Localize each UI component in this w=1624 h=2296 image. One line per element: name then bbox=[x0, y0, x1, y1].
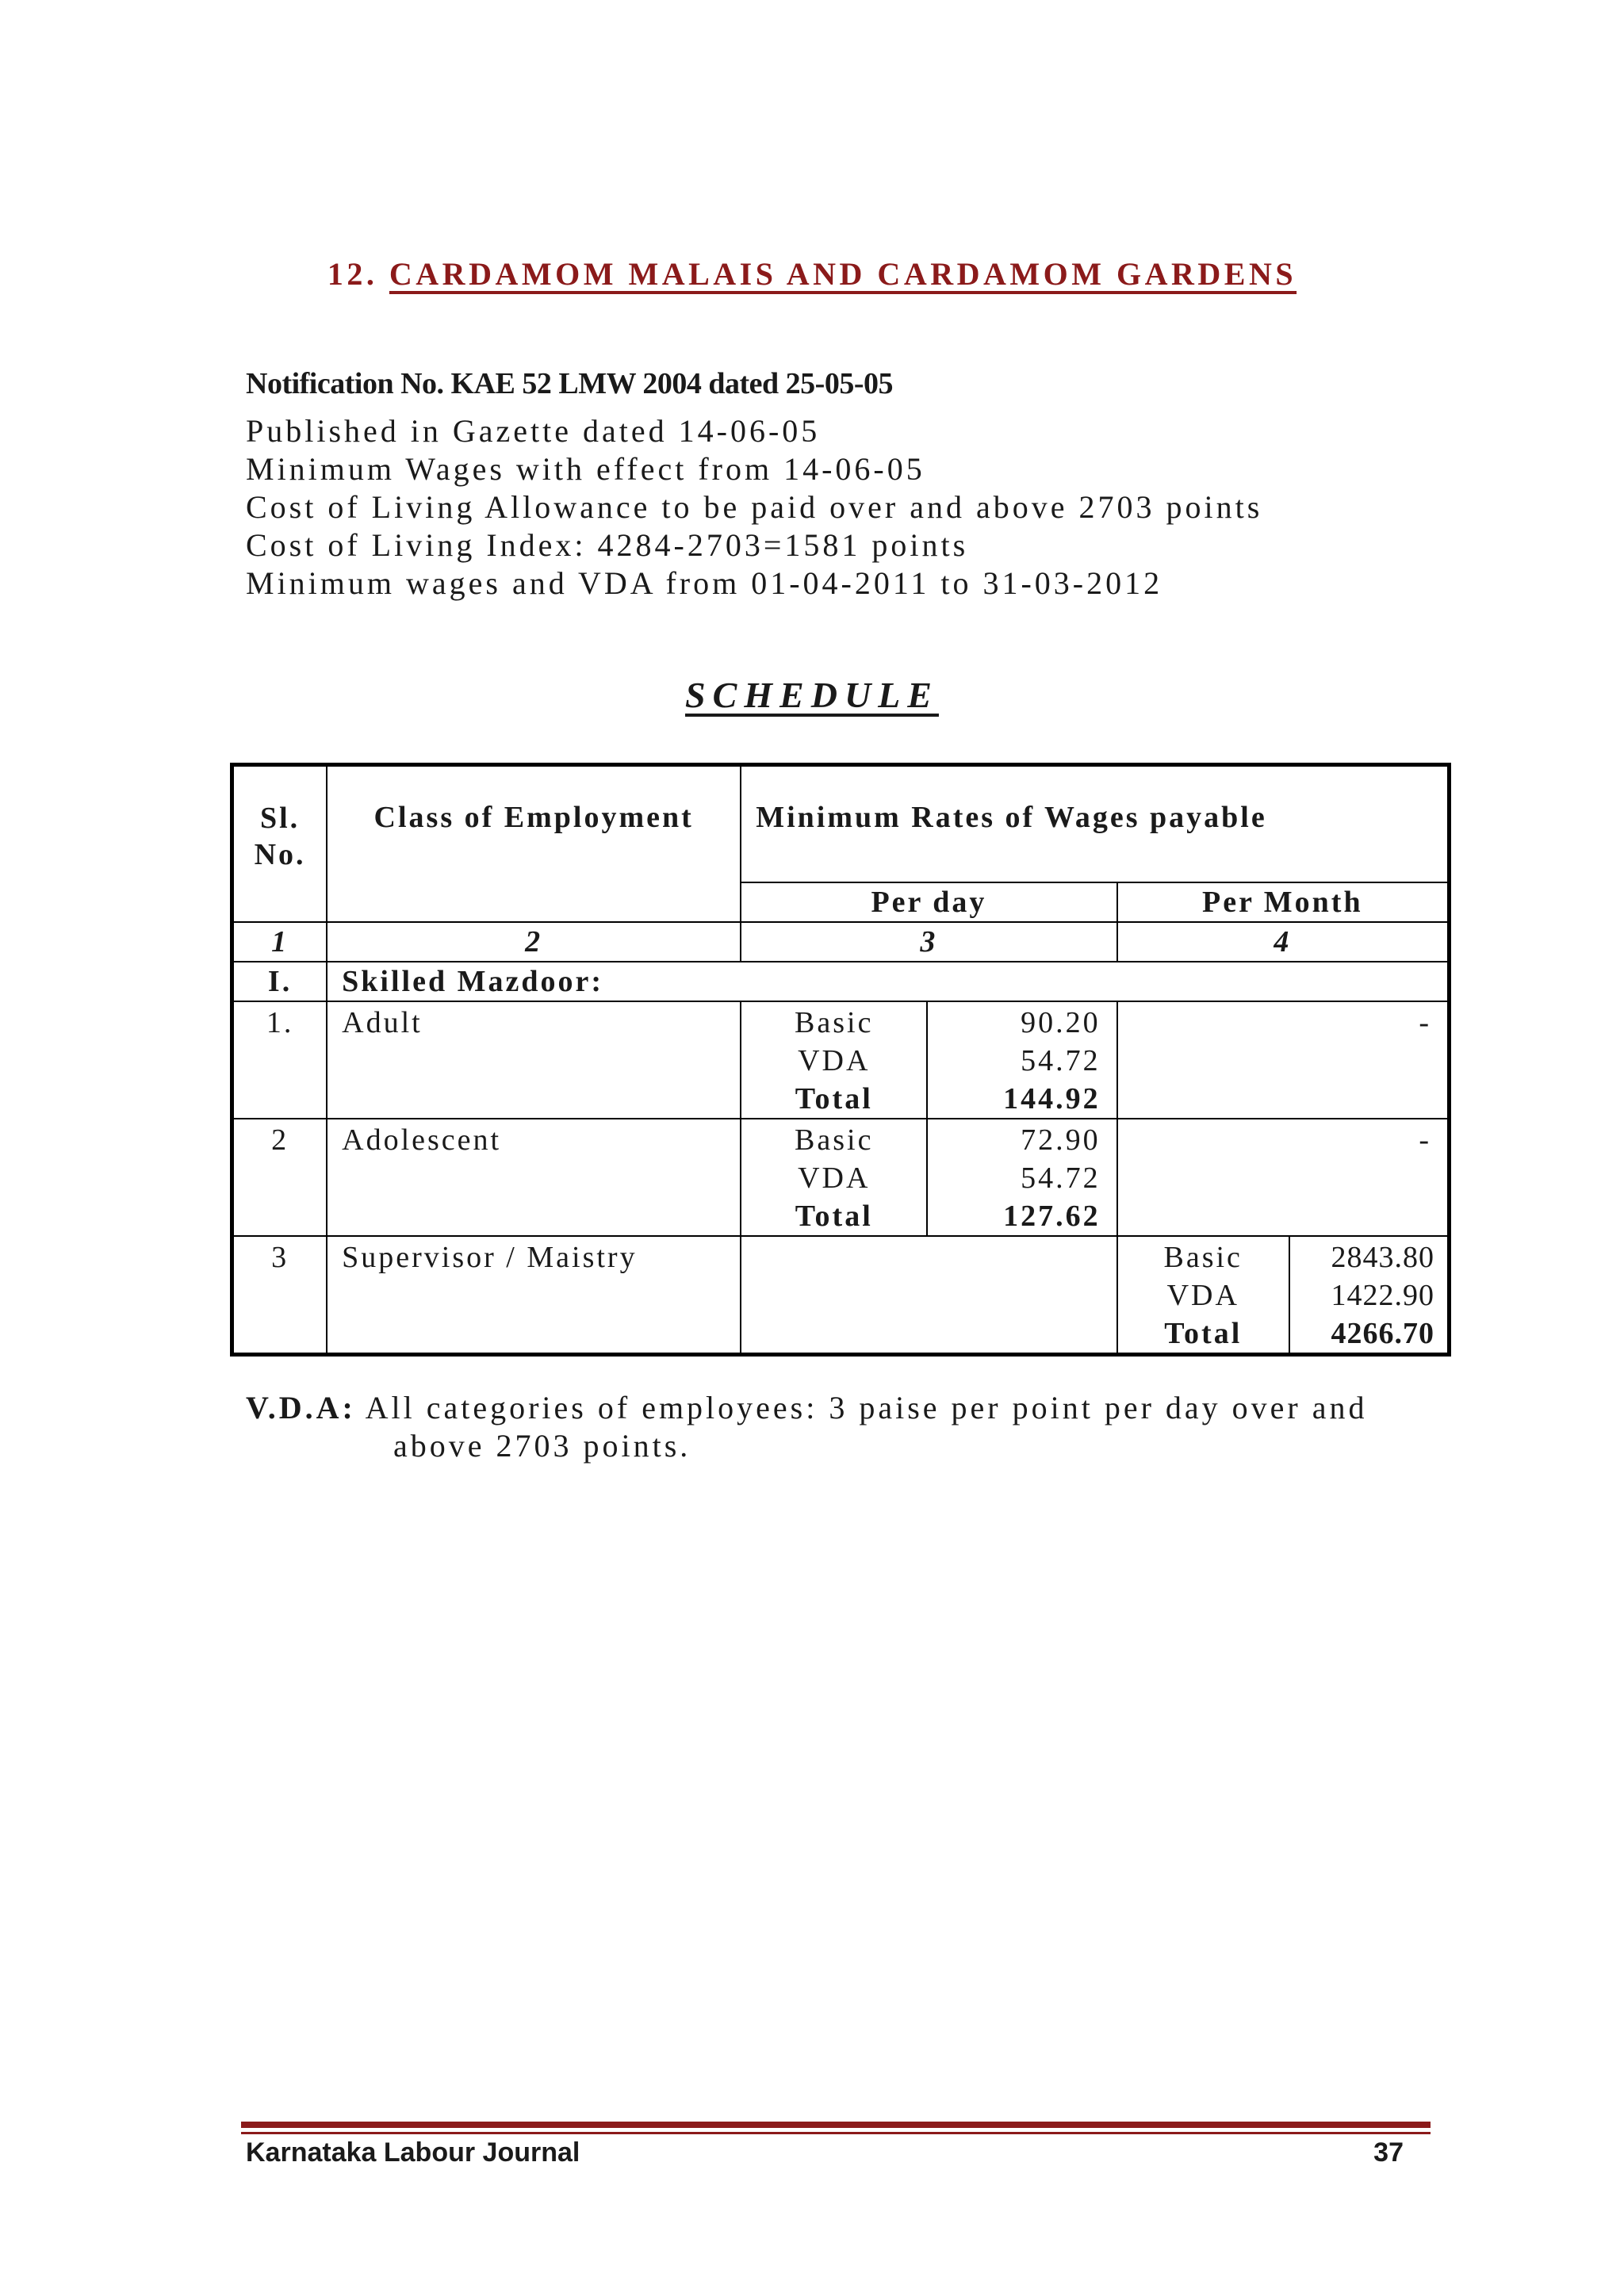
footer-rule bbox=[241, 2132, 1431, 2134]
row-month: - bbox=[1117, 1119, 1450, 1236]
title-number: 12. bbox=[327, 256, 378, 292]
row-month: - bbox=[1117, 1001, 1450, 1119]
row-day-values: 72.90 54.72 127.62 bbox=[927, 1119, 1116, 1236]
row-day-empty bbox=[741, 1236, 1116, 1355]
info-line: Cost of Living Allowance to be paid over and above 2703 points bbox=[246, 489, 1263, 525]
row-sl: 1. bbox=[232, 1001, 327, 1119]
header-per-day: Per day bbox=[741, 882, 1116, 922]
row-class: Supervisor / Maistry bbox=[327, 1236, 741, 1355]
vda-note bbox=[246, 1389, 1368, 1465]
title-text: CARDAMOM MALAIS AND CARDAMOM GARDENS bbox=[389, 256, 1297, 292]
info-line: Minimum wages and VDA from 01-04-2011 to 31-03-2012 bbox=[246, 565, 1163, 601]
info-line: Published in Gazette dated 14-06-05 bbox=[246, 413, 821, 449]
header-class: Class of Employment bbox=[327, 765, 741, 922]
info-block bbox=[246, 412, 1262, 603]
header-rates: Minimum Rates of Wages payable bbox=[741, 765, 1449, 882]
vda-note-text: All categories of employees: 3 paise per point per day over and bbox=[365, 1390, 1368, 1425]
notification-line: Notification No. KAE 52 LMW 2004 dated 25-05-05 bbox=[246, 367, 893, 400]
row-labels: Basic VDA Total bbox=[741, 1119, 927, 1236]
header-per-month: Per Month bbox=[1117, 882, 1450, 922]
row-class: Adolescent bbox=[327, 1119, 741, 1236]
col-number: 3 bbox=[741, 922, 1116, 962]
footer-rule bbox=[241, 2122, 1431, 2128]
row-day-values: 90.20 54.72 144.92 bbox=[927, 1001, 1116, 1119]
col-number: 1 bbox=[232, 922, 327, 962]
wages-table bbox=[230, 763, 1451, 1357]
section-number: I. bbox=[232, 962, 327, 1001]
footer bbox=[246, 2137, 1404, 2168]
row-class: Adult bbox=[327, 1001, 741, 1119]
section-label: Skilled Mazdoor: bbox=[327, 962, 1449, 1001]
table-row bbox=[232, 1001, 1450, 1119]
row-labels: Basic VDA Total bbox=[741, 1001, 927, 1119]
schedule-heading: SCHEDULE bbox=[685, 675, 939, 715]
info-line: Minimum Wages with effect from 14-06-05 bbox=[246, 451, 925, 487]
row-labels: Basic VDA Total bbox=[1117, 1236, 1289, 1355]
col-number: 2 bbox=[327, 922, 741, 962]
header-sl-no: Sl. No. bbox=[232, 765, 327, 922]
row-sl: 3 bbox=[232, 1236, 327, 1355]
vda-note-cont: above 2703 points. bbox=[393, 1428, 691, 1464]
vda-note-lead: V.D.A: bbox=[246, 1390, 356, 1425]
table-row bbox=[232, 1236, 1450, 1355]
row-sl: 2 bbox=[232, 1119, 327, 1236]
info-line: Cost of Living Index: 4284-2703=1581 points bbox=[246, 527, 969, 563]
table-row bbox=[232, 1119, 1450, 1236]
row-month-values: 2843.80 1422.90 4266.70 bbox=[1289, 1236, 1450, 1355]
col-number: 4 bbox=[1117, 922, 1450, 962]
page-number: 37 bbox=[1373, 2137, 1404, 2168]
document-title bbox=[0, 255, 1624, 293]
footer-journal: Karnataka Labour Journal bbox=[246, 2137, 580, 2168]
